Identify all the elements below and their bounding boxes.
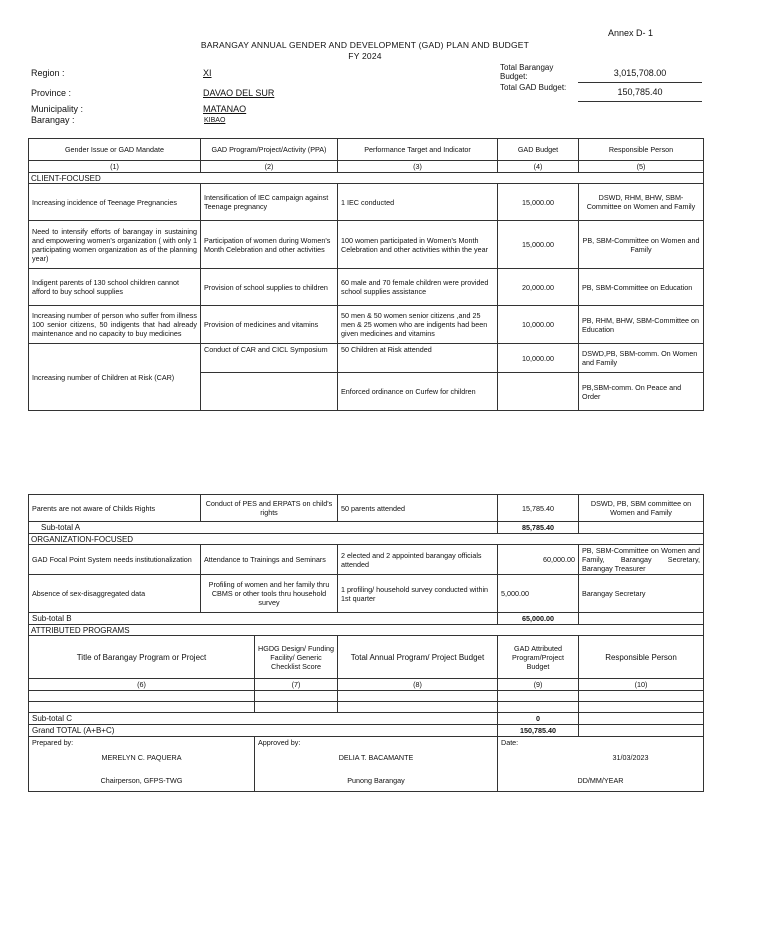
person-cell: DSWD, RHM, BHW, SBM-Committee on Women and Family	[579, 184, 704, 221]
subtotal-c-value: 0	[498, 713, 579, 725]
barangay-value: KIBAO	[204, 117, 226, 124]
budget-cell: 15,000.00	[498, 184, 579, 221]
header-hgdg-score: HGDG Design/ Funding Facility/ Generic Checklist Score	[255, 636, 338, 679]
ppa-cell: Provision of school supplies to children	[201, 269, 338, 306]
target-cell: 2 elected and 2 appointed barangay officials attended	[338, 545, 498, 575]
header-num-1: (1)	[29, 161, 201, 173]
date-value: 31/03/2023	[612, 753, 649, 762]
approved-title: Punong Barangay	[347, 776, 405, 785]
header-responsible-person: Responsible Person	[579, 636, 704, 679]
header-performance: Performance Target and Indicator	[338, 139, 498, 161]
table-row	[29, 269, 704, 306]
person-cell: PB,SBM-comm. On Peace and Order	[579, 373, 704, 411]
header-num-10: (10)	[579, 679, 704, 691]
barangay-label: Barangay :	[31, 115, 75, 125]
table-row	[29, 691, 704, 702]
ppa-cell: Conduct of CAR and CICL Symposium	[201, 344, 338, 373]
target-cell: 1 IEC conducted	[338, 184, 498, 221]
prepared-by-cell	[29, 737, 255, 792]
empty-cell	[579, 522, 704, 534]
empty-cell	[579, 713, 704, 725]
subtotal-a-label: Sub-total A	[29, 522, 498, 534]
total-budget-value: 3,015,708.00	[613, 68, 667, 78]
empty-cell	[338, 702, 498, 713]
gender-issue-cell: Indigent parents of 130 school children cannot afford to buy school supplies	[29, 269, 201, 306]
region-label: Region :	[31, 68, 65, 78]
table-row	[29, 702, 704, 713]
target-cell: 50 parents attended	[338, 495, 498, 522]
person-cell: Barangay Secretary	[579, 575, 704, 613]
person-cell: DSWD,PB, SBM-comm. On Women and Family	[579, 344, 704, 373]
document-title	[150, 40, 580, 62]
gender-issue-cell: GAD Focal Point System needs institutionalization	[29, 545, 201, 575]
person-cell: PB, SBM-Committee on Women and Family, Barangay Secretary, Barangay Treasurer	[579, 545, 704, 575]
header-gender-issue: Gender Issue or GAD Mandate	[29, 139, 201, 161]
gad-plan-table-continued	[28, 494, 704, 792]
empty-cell	[338, 691, 498, 702]
person-cell: PB, SBM-Committee on Women and Family	[579, 221, 704, 269]
header-total-annual-budget: Total Annual Program/ Project Budget	[338, 636, 498, 679]
grand-total-label: Grand TOTAL (A+B+C)	[29, 725, 498, 737]
budget-cell: 10,000.00	[498, 344, 579, 373]
gender-issue-cell: Increasing number of person who suffer from illness 100 senior citizens, 50 indigents that had already maintenance and no capacity to buy medicines	[29, 306, 201, 344]
ppa-cell: Provision of medicines and vitamins	[201, 306, 338, 344]
person-cell: DSWD, PB, SBM committee on Women and Family	[579, 495, 704, 522]
annex-label: Annex D- 1	[608, 28, 654, 38]
ppa-cell: Intensification of IEC campaign against Teenage pregnancy	[201, 184, 338, 221]
prepared-label: Prepared by:	[32, 738, 74, 747]
total-gad-underline	[578, 101, 702, 102]
header-num-6: (6)	[29, 679, 255, 691]
target-cell: Enforced ordinance on Curfew for children	[338, 373, 498, 411]
date-label: Date:	[501, 738, 519, 747]
subtotal-b-value: 65,000.00	[498, 613, 579, 625]
ppa-cell: Participation of women during Women's Month Celebration and other activities	[201, 221, 338, 269]
budget-cell: 10,000.00	[498, 306, 579, 344]
empty-cell	[498, 691, 579, 702]
date-cell	[498, 737, 704, 792]
approved-name: DELIA T. BACAMANTE	[338, 753, 414, 762]
header-program-title: Title of Barangay Program or Project	[29, 636, 255, 679]
prepared-title: Chairperson, GFPS-TWG	[100, 776, 183, 785]
empty-cell	[579, 691, 704, 702]
budget-cell: 20,000.00	[498, 269, 579, 306]
empty-cell	[255, 691, 338, 702]
subtotal-b-label: Sub-total B	[29, 613, 498, 625]
gender-issue-cell: Increasing number of Children at Risk (CAR)	[29, 344, 201, 411]
municipality-value: MATANAO	[203, 104, 247, 114]
empty-cell	[255, 702, 338, 713]
budget-cell: 15,785.40	[498, 495, 579, 522]
header-num-9: (9)	[498, 679, 579, 691]
ppa-cell: Profiling of women and her family thru CBMS or other tools thru household survey	[201, 575, 338, 613]
total-gad-label: Total GAD Budget:	[500, 83, 567, 92]
empty-cell	[498, 702, 579, 713]
target-cell: 50 Children at Risk attended	[338, 344, 498, 373]
header-num-8: (8)	[338, 679, 498, 691]
total-gad-value: 150,785.40	[617, 87, 663, 97]
date-format: DD/MM/YEAR	[577, 776, 624, 785]
gender-issue-cell: Absence of sex-disaggregated data	[29, 575, 201, 613]
ppa-cell: Conduct of PES and ERPATS on child's rights	[201, 495, 338, 522]
header-num-5: (5)	[579, 161, 704, 173]
budget-cell: 5,000.00	[498, 575, 579, 613]
region-value: XI	[203, 68, 212, 78]
subtotal-c-label: Sub-total C	[29, 713, 498, 725]
ppa-cell	[201, 373, 338, 411]
approved-by-cell	[255, 737, 498, 792]
table-row	[29, 184, 704, 221]
gender-issue-cell: Need to intensify efforts of barangay in sustaining and empowering women's organization ( with only 1 participating women organization as of the planning year)	[29, 221, 201, 269]
title-line-1: BARANGAY ANNUAL GENDER AND DEVELOPMENT (GAD) PLAN AND BUDGET	[200, 40, 530, 50]
municipality-label: Municipality :	[31, 104, 84, 114]
empty-cell	[29, 691, 255, 702]
total-budget-underline	[578, 82, 702, 83]
section-client-focused: CLIENT-FOCUSED	[29, 173, 704, 184]
budget-cell	[498, 373, 579, 411]
header-gad-attributed: GAD Attributed Program/Project Budget	[498, 636, 579, 679]
table-row	[29, 306, 704, 344]
prepared-name: MERELYN C. PAQUERA	[101, 753, 182, 762]
table-row	[29, 344, 704, 373]
province-value: DAVAO DEL SUR	[203, 88, 275, 98]
grand-total-value: 150,785.40	[498, 725, 579, 737]
approved-label: Approved by:	[258, 738, 301, 747]
subtotal-a-value: 85,785.40	[498, 522, 579, 534]
target-cell: 100 women participated in Women's Month Celebration and other activities within the year	[338, 221, 498, 269]
header-num-3: (3)	[338, 161, 498, 173]
person-cell: PB, SBM-Committee on Education	[579, 269, 704, 306]
header-num-2: (2)	[201, 161, 338, 173]
table-row	[29, 575, 704, 613]
gender-issue-cell: Increasing incidence of Teenage Pregnancies	[29, 184, 201, 221]
table-row	[29, 221, 704, 269]
header-num-4: (4)	[498, 161, 579, 173]
header-num-7: (7)	[255, 679, 338, 691]
header-responsible: Responsible Person	[579, 139, 704, 161]
empty-cell	[29, 702, 255, 713]
gad-plan-table	[28, 138, 704, 411]
target-cell: 1 profiling/ household survey conducted within 1st quarter	[338, 575, 498, 613]
header-ppa: GAD Program/Project/Activity (PPA)	[201, 139, 338, 161]
section-attributed-programs: ATTRIBUTED PROGRAMS	[29, 625, 704, 636]
gender-issue-cell: Parents are not aware of Childs Rights	[29, 495, 201, 522]
ppa-cell: Attendance to Trainings and Seminars	[201, 545, 338, 575]
table-row	[29, 545, 704, 575]
empty-cell	[579, 613, 704, 625]
budget-cell: 60,000.00	[498, 545, 579, 575]
title-line-2: FY 2024	[348, 51, 382, 61]
budget-cell: 15,000.00	[498, 221, 579, 269]
province-label: Province :	[31, 88, 72, 98]
empty-cell	[579, 725, 704, 737]
table-row	[29, 495, 704, 522]
header-gad-budget: GAD Budget	[498, 139, 579, 161]
empty-cell	[579, 702, 704, 713]
person-cell: PB, RHM, BHW, SBM-Committee on Education	[579, 306, 704, 344]
total-budget-label: Total Barangay Budget:	[500, 63, 554, 81]
target-cell: 60 male and 70 female children were provided school supplies assistance	[338, 269, 498, 306]
target-cell: 50 men & 50 women senior citizens ,and 25 men & 25 women who are indigents had been given medicines and vitamins	[338, 306, 498, 344]
section-organization-focused: ORGANIZATION-FOCUSED	[29, 534, 704, 545]
